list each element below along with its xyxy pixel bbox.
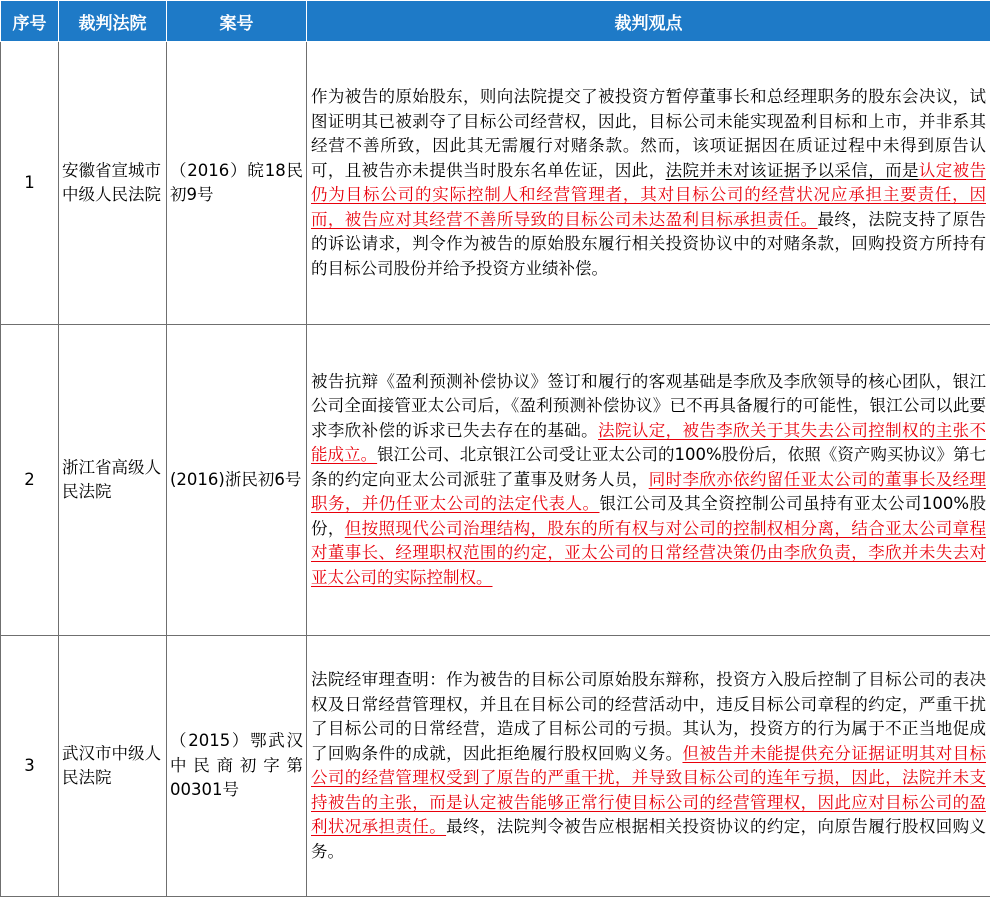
row-num: 2 bbox=[1, 325, 59, 636]
header-case: 案号 bbox=[167, 1, 307, 42]
row-case: （2015）鄂武汉中民商初字第00301号 bbox=[167, 636, 307, 897]
table-header bbox=[1, 1, 990, 42]
header-row bbox=[1, 1, 990, 42]
row-num: 1 bbox=[1, 42, 59, 325]
row-num: 3 bbox=[1, 636, 59, 897]
table-row bbox=[1, 636, 990, 897]
opinion-text: 最终，法院判令被告应根据相关投资协议的约定，向原告履行股权回购义务。 bbox=[311, 817, 986, 861]
row-opinion bbox=[307, 42, 990, 325]
opinion-text: 银江公司、北京银江公司受让亚太公司的100%股份后，依照《资产购买协议》第七条的约定向亚太公司派驻了董事及财务人员， bbox=[311, 445, 986, 489]
row-opinion bbox=[307, 325, 990, 636]
header-opinion: 裁判观点 bbox=[307, 1, 990, 42]
opinion-text: 被告抗辩《盈利预测补偿协议》签订和履行的客观基础是李欣及李欣领导的核心团队，银江公司全面接管亚太公司后，《盈利预测补偿协议》已不再具备履行的可能性，银江公司以此要求李欣补偿的诉求已失去存在的基础。 bbox=[311, 372, 986, 440]
row-case: （2016）皖18民初9号 bbox=[167, 42, 307, 325]
header-num: 序号 bbox=[1, 1, 59, 42]
opinion-underlined-text: 法院并未对该证据予以采信，而是 bbox=[666, 161, 919, 180]
row-opinion bbox=[307, 636, 990, 897]
row-court: 武汉市中级人民法院 bbox=[59, 636, 167, 897]
opinion-highlight-text: 法院认定，被告李欣关于其失去公司控制权的主张不能成立。 bbox=[311, 421, 986, 465]
row-court: 浙江省高级人民法院 bbox=[59, 325, 167, 636]
row-case: (2016)浙民初6号 bbox=[167, 325, 307, 636]
opinion-highlight-text: 但按照现代公司治理结构，股东的所有权与对公司的控制权相分离，结合亚太公司章程对董事长、经理职权范围的约定，亚太公司的日常经营决策仍由李欣负责，李欣并未失去对亚太公司的实际控制权。 bbox=[311, 519, 986, 587]
opinion-text: 法院经审理查明：作为被告的目标公司原始股东辩称，投资方入股后控制了目标公司的表决权及日常经营管理权，并且在目标公司的经营活动中，违反目标公司章程的约定，严重干扰了目标公司的日常经营，造成了目标公司的亏损。其认为，投资方的行为属于不正当地促成了回购条件的成就，因此拒绝履行股权回购义务。 bbox=[311, 670, 986, 763]
table-row bbox=[1, 42, 990, 325]
opinion-highlight-text: 但被告并未能提供充分证据证明其对目标公司的经营管理权受到了原告的严重干扰，并导致目标公司的连年亏损，因此，法院并未支持被告的主张，而是认定被告能够正常行使目标公司的经营管理权，因此应对目标公司的盈利状况承担责任。 bbox=[311, 744, 986, 837]
opinion-highlight-text: 同时李欣亦依约留任亚太公司的董事长及经理职务，并仍任亚太公司的法定代表人。 bbox=[311, 470, 986, 514]
opinion-text: 银江公司及其全资控制公司虽持有亚太公司100%股份， bbox=[311, 494, 986, 538]
opinion-text: 作为被告的原始股东，则向法院提交了被投资方暂停董事长和总经理职务的股东会决议，试图证明其已被剥夺了目标公司经营权，因此，目标公司未能实现盈利目标和上市，并非系其经营不善所致，因此其无需履行对赌条款。然而，该项证据因在质证过程中未得到原告认可，且被告亦未提供当时股东名单佐证，因此， bbox=[311, 87, 986, 180]
table-row bbox=[1, 325, 990, 636]
opinion-text: 最终，法院支持了原告的诉讼请求，判令作为被告的原始股东履行相关投资协议中的对赌条款，回购投资方所持有的目标公司股份并给予投资方业绩补偿。 bbox=[311, 210, 986, 278]
header-court: 裁判法院 bbox=[59, 1, 167, 42]
row-court: 安徽省宣城市中级人民法院 bbox=[59, 42, 167, 325]
opinion-highlight-text: 认定被告仍为目标公司的实际控制人和经营管理者，其对目标公司的经营状况应承担主要责任，因而，被告应对其经营不善所导致的目标公司未达盈利目标承担责任。 bbox=[311, 161, 986, 229]
